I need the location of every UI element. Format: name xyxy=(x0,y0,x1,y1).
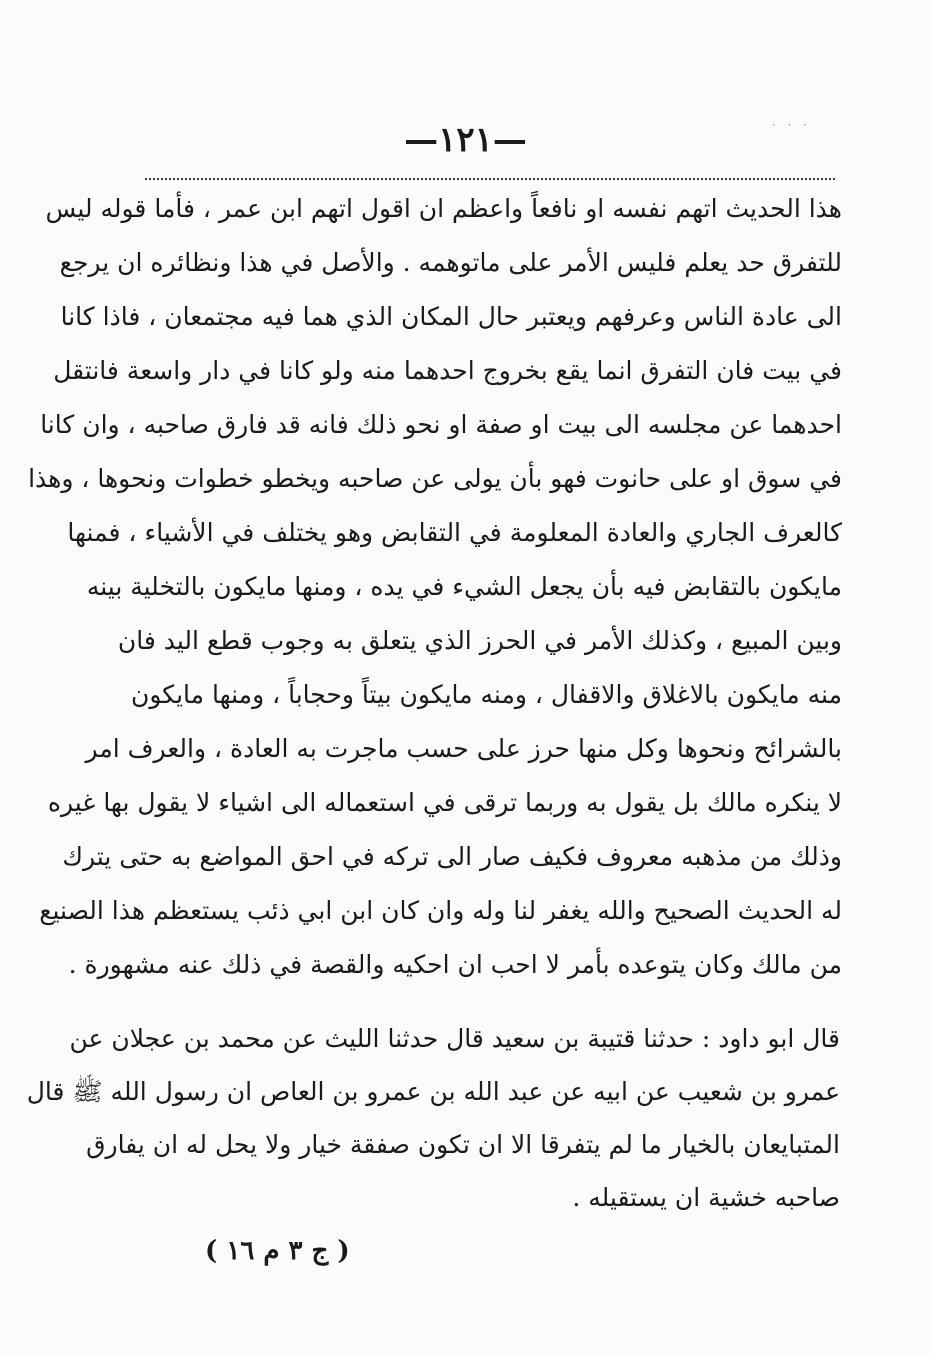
text-line: الى عادة الناس وعرفهم ويعتبر حال المكان الذي هما فيه مجتمعان ، فاذا كانا xyxy=(60,302,842,331)
text-line: في بيت فان التفرق انما يقع بخروج احدهما منه ولو كانا في دار واسعة فانتقل xyxy=(53,356,842,385)
text-line: للتفرق حد يعلم فليس الأمر على ماتوهمه . والأصل في هذا ونظائره ان يرجع xyxy=(59,248,842,277)
scan-specks: · · · xyxy=(771,118,811,132)
text-line: احدهما عن مجلسه الى بيت او صفة او نحو ذلك فانه قد فارق صاحبه ، وان كانا xyxy=(40,410,842,439)
text-line: وبين المبيع ، وكذلك الأمر في الحرز الذي يتعلق به وجوب قطع اليد فان xyxy=(117,626,842,655)
hadith-line: صاحبه خشية ان يستقيله . xyxy=(572,1183,840,1212)
text-line: بالشرائح ونحوها وكل منها حرز على حسب ماجرت به العادة ، والعرف امر xyxy=(85,734,842,763)
text-line: وذلك من مذهبه معروف فكيف صار الى تركه في احق المواضع به حتى يترك xyxy=(62,842,842,871)
hadith-line: المتبايعان بالخيار ما لم يتفرقا الا ان تكون صفقة خيار ولا يحل له ان يفارق xyxy=(86,1130,840,1159)
hadith-text xyxy=(26,1012,840,1224)
text-line: منه مايكون بالاغلاق والاقفال ، ومنه مايكون بيتاً وحجاباً ، ومنها مايكون xyxy=(131,680,842,709)
text-line: لا ينكره مالك بل يقول به وربما ترقى في استعماله الى اشياء لا يقول بها غيره xyxy=(47,788,842,817)
text-line: في سوق او على حانوت فهو بأن يولى عن صاحبه ويخطو خطوات ونحوها ، وهذا xyxy=(28,464,842,493)
main-text xyxy=(28,182,842,992)
hadith-line: قال ابو داود : حدثنا قتيبة بن سعيد قال حدثنا الليث عن محمد بن عجلان عن xyxy=(69,1024,840,1053)
text-line: من مالك وكان يتوعده بأمر لا احب ان احكيه والقصة في ذلك عنه مشهورة . xyxy=(68,950,842,979)
hadith-line: عمرو بن شعيب عن ابيه عن عبد الله بن عمرو بن العاص ان رسول الله ﷺ قال xyxy=(26,1077,840,1106)
header-divider xyxy=(145,178,835,180)
text-line: له الحديث الصحيح والله يغفر لنا وله وان كان ابن ابي ذئب يستعظم هذا الصنيع xyxy=(39,896,842,925)
text-line: مايكون بالتقابض فيه بأن يجعل الشيء في يده ، ومنها مايكون بالتخلية بينه xyxy=(86,572,842,601)
text-line: هذا الحديث اتهم نفسه او نافعاً واعظم ان اقول اتهم ابن عمر ، فأما قوله ليس xyxy=(45,194,842,223)
text-line: كالعرف الجاري والعادة المعلومة في التقابض وهو يختلف في الأشياء ، فمنها xyxy=(67,518,842,547)
page-number: —١٢١— xyxy=(404,120,527,160)
volume-signature: ( ج ٣ م ١٦ ) xyxy=(205,1236,350,1266)
